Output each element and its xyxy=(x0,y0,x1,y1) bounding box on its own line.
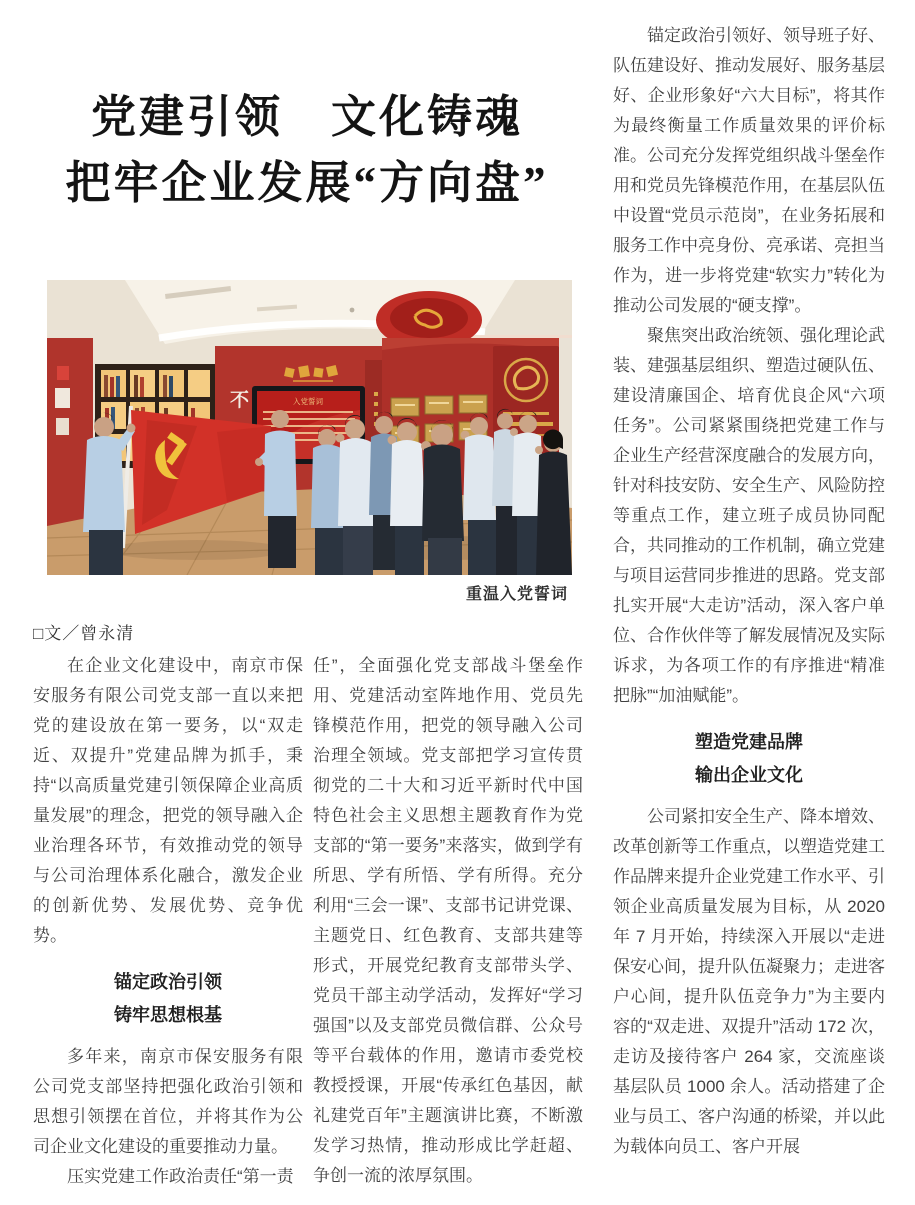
section-heading-2-line-2: 输出企业文化 xyxy=(695,765,803,785)
page-title xyxy=(33,84,581,216)
section-heading-1 xyxy=(33,966,303,1032)
paragraph: 多年来，南京市保安服务有限公司党支部坚持把强化政治引领和思想引领摆在首位，并将其作为公司企业文化建设的重要推动力量。 xyxy=(33,1047,303,1156)
section-heading-2-line-1: 塑造党建品牌 xyxy=(695,732,803,752)
column-1 xyxy=(33,651,303,1192)
column-3 xyxy=(613,21,885,1162)
paragraph-continued: 任”，全面强化党支部战斗堡垒作用、党建活动室阵地作用、党员先锋模范作用，把党的领导融入公司治理全领域。党支部把学习宣传贯彻党的二十大和习近平新时代中国特色社会主义思想主题教育作为党支部的“第一要务”来落实，做到学有所思、学有所悟、学有所得。充分利用“三会一课”、支部书记讲党课、主题党日、红色教育、支部共建等形式，开展党纪教育支部带头学、党员干部主动学活动，发挥好“学习强国”以及支部党员微信群、公众号等平台载体的作用，邀请市委党校教授授课，开展“传承红色基因，献礼建党百年”主题演讲比赛，不断激发学习热情，推动形成比学赶超、争创一流的浓厚氛围。 xyxy=(313,656,583,1185)
title-line-1: 党建引领 文化铸魂 xyxy=(90,92,523,142)
section-heading-1-line-1: 锚定政治引领 xyxy=(114,972,222,992)
paragraph: 锚定政治引领好、领导班子好、队伍建设好、推动发展好、服务基层好、企业形象好“六大目标”，将其作为最终衡量工作质量效果的评价标准。公司充分发挥党组织战斗堡垒作用和党员先锋模范作用，在基层队伍中设置“党员示范岗”，在业务拓展和服务工作中亮身份、亮承诺、亮担当作为，进一步将党建“软实力”转化为推动公司发展的“硬支撑”。 xyxy=(613,26,885,315)
screen-title: 入党誓词 xyxy=(293,397,323,406)
paragraph: 公司紧扣安全生产、降本增效、改革创新等工作重点，以塑造党建工作品牌来提升企业党建工作水平、引领企业高质量发展为目标，从 2020 年 7 月开始，持续深入开展以“走进保安心间，提升队伍凝聚力；走进客户心间，提升队伍竞争力”为主要内容的“双走进、双提升”活动 172 次，走访及接待客户 264 家，交流座谈基层队员 1000 余人。活动搭建了企业与员工、客户沟通的桥梁，并以此为载体向员工、客户开展 xyxy=(613,807,885,1156)
section-heading-1-line-2: 铸牢思想根基 xyxy=(114,1005,222,1025)
oath-group xyxy=(311,409,572,575)
section-heading-2 xyxy=(613,726,885,792)
byline: □文／曾永清 xyxy=(33,624,135,643)
photo-caption: 重温入党誓词 xyxy=(465,586,568,603)
column-2 xyxy=(313,651,583,1191)
oath-photo-illustration xyxy=(47,280,572,575)
paragraph-intro: 在企业文化建设中，南京市保安服务有限公司党支部一直以来把党的建设放在第一要务，以“双走近、双提升”党建品牌为抓手，秉持“以高质量党建引领保障企业高质量发展”的理念，把党的领导融入企业治理各环节，有效推动党的领导与公司治理体系化融合，激发企业的创新优势、发展优势、竞争优势。 xyxy=(33,656,303,945)
paragraph: 压实党建工作政治责任“第一责 xyxy=(67,1167,294,1186)
oath-photo xyxy=(47,280,572,575)
wall-text: 不 xyxy=(230,390,250,411)
title-line-2: 把牢企业发展“方向盘” xyxy=(65,158,549,208)
paragraph: 聚焦突出政治统领、强化理论武装、建强基层组织、塑造过硬队伍、建设清廉国企、培育优良企风“六项任务”。公司紧紧围绕把党建工作与企业生产经营深度融合的发展方向，针对科技安防、安全生产、风险防控等重点工作，建立班子成员协同配合，共同推动的工作机制，确立党建与项目运营同步推进的思路。党支部扎实开展“大走访”活动，深入客户单位、合作伙伴等了解发展情况及实际诉求，为各项工作的有序推进“精准把脉”“加油赋能”。 xyxy=(613,326,885,705)
